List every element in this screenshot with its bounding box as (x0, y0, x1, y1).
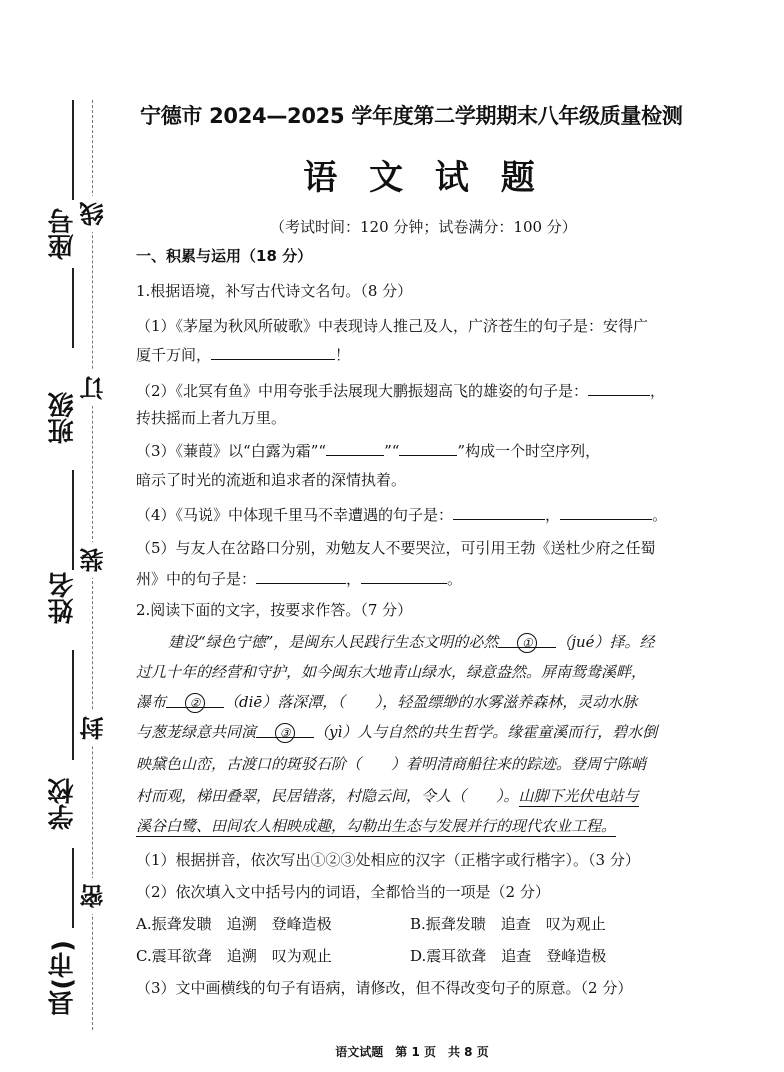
q1-item4-blank-b[interactable] (560, 504, 652, 520)
q1-item3-blank-a[interactable] (326, 440, 384, 456)
class-label: 班级 (48, 392, 78, 444)
passage-line-1 (168, 632, 655, 652)
passage-text-6: 村而观，梯田叠翠，民居错落，村隐云间，令人（ ）。 (136, 787, 519, 805)
seat-number-label: 座号 (48, 208, 78, 260)
pinyin-blank-1[interactable] (498, 632, 556, 648)
q1-item3-text-end: ”构成一个时空序列， (457, 442, 601, 460)
q1-item4-end: 。 (652, 506, 668, 524)
q1-item1-text: 厦千万间， (136, 346, 212, 364)
underlined-sentence-part2: 溪谷白鹭、田间农人相映成趣，勾勒出生态与发展并行的现代农业工程。 (136, 817, 617, 835)
q1-item4-comma: ， (545, 506, 561, 524)
passage-line-4 (136, 722, 657, 742)
circle-number-2: ② (185, 693, 205, 713)
seal-mark-ding: 订 (82, 370, 106, 406)
q1-item5-line2 (136, 568, 462, 589)
passage-text-4a: 与葱茏绿意共同演 (136, 723, 257, 741)
page-footer: 语文试题 第 1 页 共 8 页 (335, 1045, 489, 1059)
school-label: 学校 (48, 778, 78, 830)
passage-line-2: 过几十年的经营和守护，如今闽东大地青山绿水，绿意盎然。屏南鸳鸯溪畔， (136, 663, 647, 681)
q1-item1-line1: （1）《茅屋为秋风所破歌》中表现诗人推己及人，广济苍生的句子是：安得广 (136, 317, 649, 335)
q1-item3-text: （3）《蒹葭》以“白露为霜”“ (136, 442, 327, 460)
question-1-stem: 1.根据语境，补写古代诗文名句。（8 分） (136, 282, 413, 300)
school-blank-line[interactable] (72, 650, 74, 760)
name-blank-line[interactable] (72, 470, 74, 570)
option-b[interactable]: B.振聋发聩 追查 叹为观止 (410, 915, 606, 933)
exam-title: 宁德市 2024—2025 学年度第二学期期末八年级质量检测 (140, 104, 683, 128)
circle-number-3: ③ (275, 723, 295, 743)
q1-item5-text: 州》中的句子是： (136, 570, 257, 588)
name-label: 姓名 (48, 572, 78, 624)
passage-text-3a: 瀑布 (136, 693, 167, 711)
q2-sub2: （2）依次填入文中括号内的词语，全都恰当的一项是（2 分） (136, 883, 550, 901)
option-a[interactable]: A.振聋发聩 追溯 登峰造极 (136, 915, 332, 933)
q1-item4-line (136, 504, 667, 525)
q1-item3-line1 (136, 440, 600, 461)
q1-item5-line1: （5）与友人在岔路口分别，劝勉友人不要哭泣，可引用王勃《送杜少府之任蜀 (136, 539, 656, 557)
q1-item4-text: （4）《马说》中体现千里马不幸遭遇的句子是： (136, 506, 454, 524)
underlined-sentence-part1: 山脚下光伏电站与 (518, 787, 639, 805)
passage-line-7 (136, 816, 616, 836)
q1-item1-answer-blank[interactable] (211, 344, 335, 360)
seal-mark-line: 线 (82, 196, 106, 232)
q1-item3-blank-b[interactable] (399, 440, 457, 456)
q2-sub3: （3）文中画横线的句子有语病，请修改，但不得改变句子的原意。（2 分） (136, 979, 633, 997)
pinyin-blank-3[interactable] (256, 722, 314, 738)
q1-item1-line2 (136, 344, 350, 365)
seal-mark-mi: 密 (82, 878, 106, 914)
seal-mark-zhuang: 装 (82, 542, 106, 578)
q1-item3-quote: ”“ (384, 442, 400, 460)
passage-text-1b: （jué）择。经 (556, 633, 655, 651)
q1-item3-line2: 暗示了时光的流逝和追求者的深情执着。 (136, 471, 407, 489)
q1-item2-text: （2）《北冥有鱼》中用夸张手法展现大鹏振翅高飞的雄姿的句子是： (136, 382, 589, 400)
q1-item5-comma: ， (346, 570, 362, 588)
q1-item5-blank-b[interactable] (361, 568, 447, 584)
q1-item4-blank-a[interactable] (453, 504, 545, 520)
class-blank-line[interactable] (72, 268, 74, 348)
county-blank-line[interactable] (72, 848, 74, 928)
passage-line-6 (136, 786, 639, 806)
pinyin-blank-2[interactable] (166, 692, 224, 708)
passage-line-5: 映黛色山峦，古渡口的斑驳石阶（ ）着明清商船往来的踪迹。登周宁陈峭 (136, 755, 647, 773)
passage-text-1a: 建设“绿色宁德”，是闽东人民践行生态文明的必然 (168, 633, 499, 651)
q1-item5-blank-a[interactable] (256, 568, 346, 584)
section-heading: 一、积累与运用（18 分） (136, 247, 313, 265)
circle-number-1: ① (517, 633, 537, 653)
option-c[interactable]: C.震耳欲聋 追溯 叹为观止 (136, 947, 332, 965)
question-2-stem: 2.阅读下面的文字，按要求作答。（7 分） (136, 601, 413, 619)
seal-mark-feng: 封 (82, 710, 106, 746)
q2-sub1: （1）根据拼音，依次写出①②③处相应的汉字（正楷字或行楷字）。（3 分） (136, 851, 640, 869)
q1-item2-comma: ， (650, 382, 666, 400)
q1-item2-answer-blank[interactable] (588, 380, 650, 396)
q1-item2-line1 (136, 380, 665, 401)
county-label: 县(市) (48, 940, 78, 1016)
subject-title: 语 文 试 题 (303, 158, 545, 198)
passage-text-3b: （diē）落深潭，（ ），轻盈缥缈的水雾滋养森林，灵动水脉 (224, 693, 638, 711)
q1-item5-end: 。 (447, 570, 463, 588)
passage-line-3 (136, 692, 637, 712)
q1-item1-end: ！ (335, 346, 351, 364)
option-d[interactable]: D.震耳欲聋 追查 登峰造极 (410, 947, 607, 965)
exam-info: （考试时间：120 分钟；试卷满分：100 分） (270, 218, 577, 236)
passage-text-4b: （yì）人与自然的共生哲学。缘霍童溪而行，碧水倒 (314, 723, 658, 741)
q1-item2-line2: 抟扶摇而上者九万里。 (136, 409, 287, 427)
